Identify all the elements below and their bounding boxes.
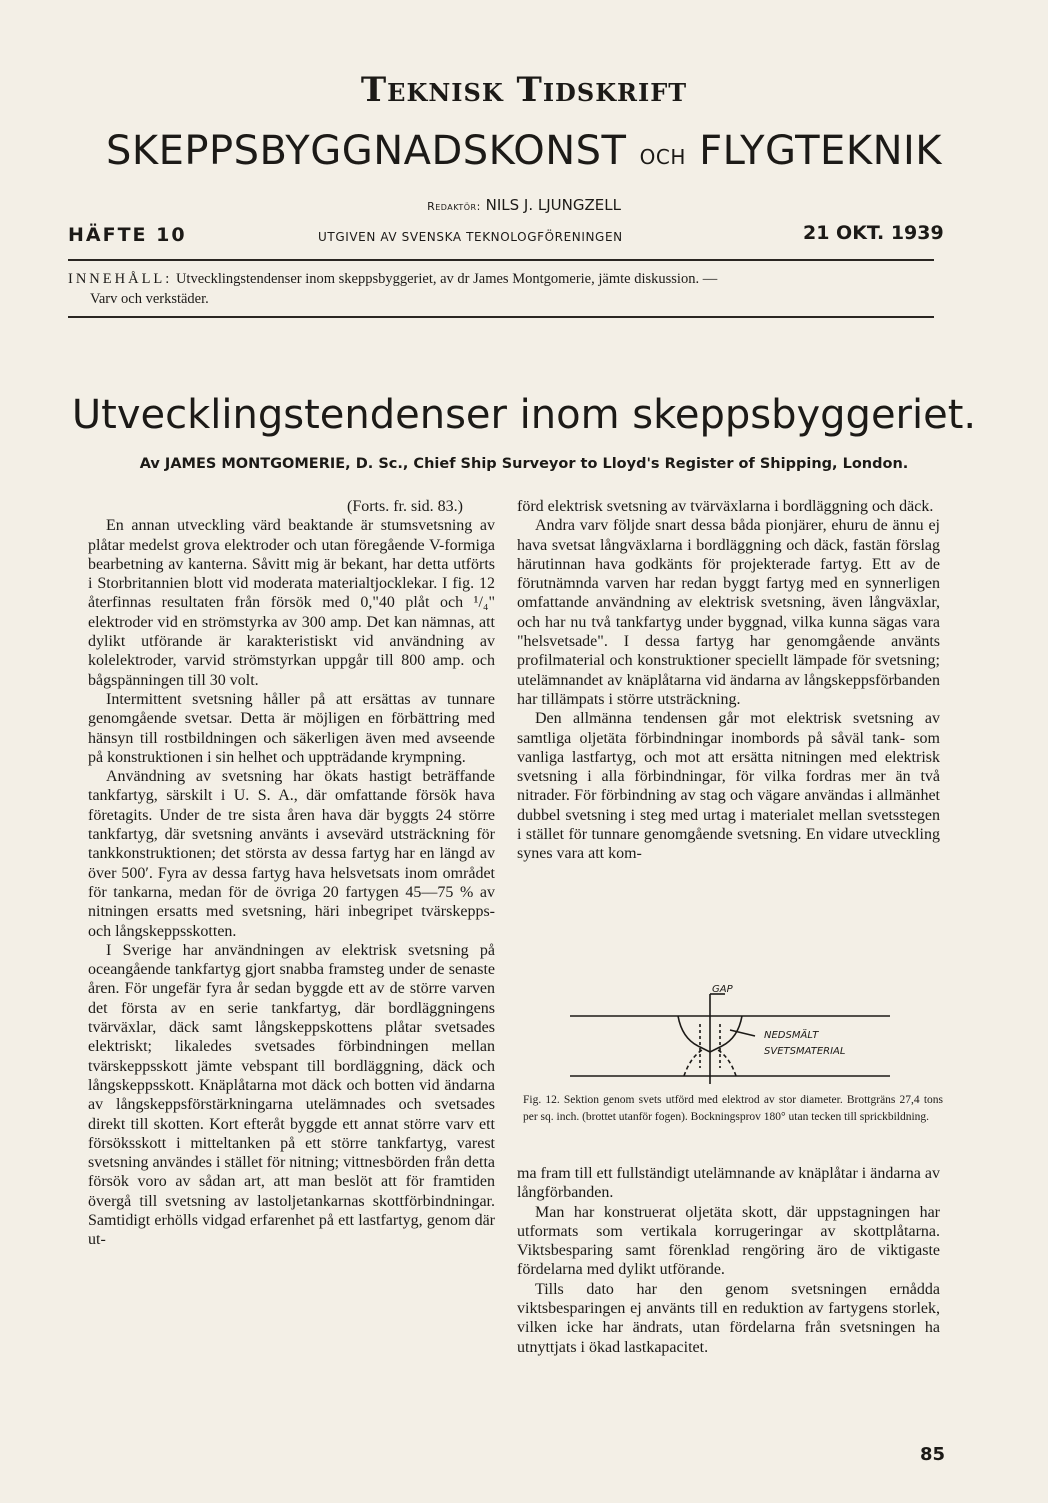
article-byline: Av JAMES MONTGOMERIE, D. Sc., Chief Ship Surveyor to Lloyd's Register of Shipping, London. <box>139 456 909 472</box>
paragraph: Andra varv följde snart dessa båda pionjärer, ehuru de ännu ej hava svetsat långväxlarna i bordläggning och däck, fastän förslag härutinnan hava godkänts för projekterade fartyg. Ett av de förutnämnda varven har redan byggt fartyg med en synnerligen omfattande användning av elektrisk svetsning, även långväxlar, och har nu två tankfartyg under byggnad, vilka kunna sägas vara "helsvetsade". I dessa fartyg har genomgående använts profilmaterial och konstruktioner speciellt lämpade för svetsning; utelämnandet av knäplåtarna vid ändarna av långskeppsförbanden har tillämpats i större utsträckning. <box>517 517 940 708</box>
paragraph: Den allmänna tendensen går mot elektrisk svetsning av samtliga oljetäta förbindningar inombords på såväl tank- som vanliga lastfartyg, och mot att ersätta nitningen med elektrisk svetsning i alla förbindningar, för vilka fordras mer än två nitrader. För förbindning av stag och vägare användas i allmänhet dubbel svetsning i steg med urtag i materialet mellan svetsstegen i stället för tunnare genomgående svetsning. En vidare utveckling synes vara att kom- <box>517 710 940 863</box>
article-title: Utvecklingstendenser inom skeppsbyggeriet. <box>71 392 977 438</box>
paragraph: Intermittent svetsning håller på att ersättas av tunnare genomgående svetsar. Detta är möjligen en förbättring med hänsyn till rostbildningen och säkerligen även med avseende på konstruktionen i sin helhet och uppträdande krympning. <box>88 690 495 766</box>
editor-line <box>0 196 1048 214</box>
divider-top <box>68 259 934 261</box>
page-number: 85 <box>920 1444 946 1465</box>
label-weld-material: SVETSMATERIAL <box>764 1046 846 1057</box>
paragraph: ma fram till ett fullständigt utelämnande av knäplåtar i ändarna av långförbanden. <box>517 1165 940 1202</box>
editor-name: NILS J. LJUNGZELL <box>485 196 621 214</box>
label-gap: GAP <box>712 984 733 995</box>
issue-number: HÄFTE 10 <box>68 224 187 246</box>
label-deposit: NEDSMÄLT <box>764 1030 819 1041</box>
contents-line-2: Varv och verkstäder. <box>90 291 209 307</box>
issue-date: 21 OKT. 1939 <box>803 222 944 244</box>
contents-line-1: Utvecklingstendenser inom skeppsbyggeriet, av dr James Montgomerie, jämte diskussion. — <box>175 271 718 287</box>
subtitle-main: SKEPPSBYGGNADSKONST <box>105 128 627 174</box>
paragraph: Tills dato har den genom svetsningen ernådda viktsbesparingen ej använts till en reduktion av fartygens storlek, vilken icke har ändrats, utan fördelarna från svetsningen ha utnyttjats i ökad lastkapacitet. <box>517 1280 940 1356</box>
table-of-contents <box>68 269 934 309</box>
subtitle-end: FLYGTEKNIK <box>699 128 943 174</box>
divider-bottom <box>68 316 934 318</box>
editor-label: Redaktör: <box>427 200 481 213</box>
weld-section-figure <box>560 980 900 1090</box>
paragraph: förd elektrisk svetsning av tvärväxlarna i bordläggning och däck. <box>517 498 934 515</box>
publisher: UTGIVEN AV SVENSKA TEKNOLOGFÖRENINGEN <box>318 230 623 244</box>
paragraph: En annan utveckling värd beaktande är stumsvetsning av plåtar medelst grova elektroder och utan föregående V-formiga bearbetning av kanterna. Såvitt mig är bekant, har detta utförts i Storbritannien blott vid moderata materialtjocklekar. I fig. 12 återfinnas resultaten från försök med 0,"40 plåt och ¹/₄" elektroder vid en strömstyrka av 300 amp. Det kan nämnas, att dylikt utförande är karakteristiskt vid användning av kolelektroder, varvid strömstyrkan uppgår till 800 amp. och bågspänningen till 30 volt. <box>88 517 495 689</box>
left-column <box>88 497 495 1250</box>
contents-label: INNEHÅLL: <box>68 271 173 287</box>
continued-note: (Forts. fr. sid. 83.) <box>347 498 463 515</box>
subtitle-och: och <box>639 138 686 171</box>
right-column-top <box>517 497 940 864</box>
journal-title: Teknisk Tidskrift <box>360 70 688 110</box>
figure-caption: Fig. 12. Sektion genom svets utförd med elektrod av stor diameter. Brottgräns 27,4 tons per sq. inch. (brottet utanför fogen). Bockningsprov 180° utan tecken till sprickbildning. <box>523 1094 943 1123</box>
paragraph: I Sverige har användningen av elektrisk svetsning på oceangående tankfartyg gjort snabba framsteg under de senaste åren. För ungefär fyra år sedan byggde ett av de större varven det första av en serie tankfartyg, där bordläggningens tvärväxlar, däck samt långskeppskottens plåtar svetsades elektriskt; likaledes svetsades förbindningen mellan tvärskeppsskott jämte vebspant till bordläggning, däck och långskeppsskott. Knäplåtarna mot däck och botten vid ändarna av långskeppsförstärkningarna utelämnades och svetsades direkt till skotten. Kort efteråt byggde ett annat större varv ett försöksskott i mitteltanken på ett större tankfartyg, varest svetsning användes i stället för nitning; vittnesbörden från detta försök voro av sådan art, att man beslöt att för framtiden övergå till svetsning av lastoljetankarnas skottförbindningar. Samtidigt erhölls vidgad erfarenhet på ett lastfartyg, genom där ut- <box>88 941 496 1249</box>
right-column-bottom <box>517 1164 940 1357</box>
journal-subtitle <box>0 128 1048 174</box>
paragraph: Man har konstruerat oljetäta skott, där uppstagningen har utformats som vertikala korrugeringar av skottplåtarna. Viktsbesparing samt förenklad rengöring äro de viktigaste fördelarna med dylikt utförande. <box>517 1203 940 1279</box>
paragraph: Användning av svetsning har ökats hastigt beträffande tankfartyg, särskilt i U. S. A., där omfattande försök hava företagits. Under de tre sista åren hava där byggts 24 större tankfartyg, där svetsning använts i avsevärd utsträckning för tankkonstruktionen; det största av dessa fartyg har en längd av över 500′. Fyra av dessa fartyg hava helsvetsats inom området för tankarna, medan för de övriga 20 fartygen 45—75 % av nitningen ersatts med svetsning, häri inbegripet tvärskepps- och långskeppsskotten. <box>88 768 495 940</box>
